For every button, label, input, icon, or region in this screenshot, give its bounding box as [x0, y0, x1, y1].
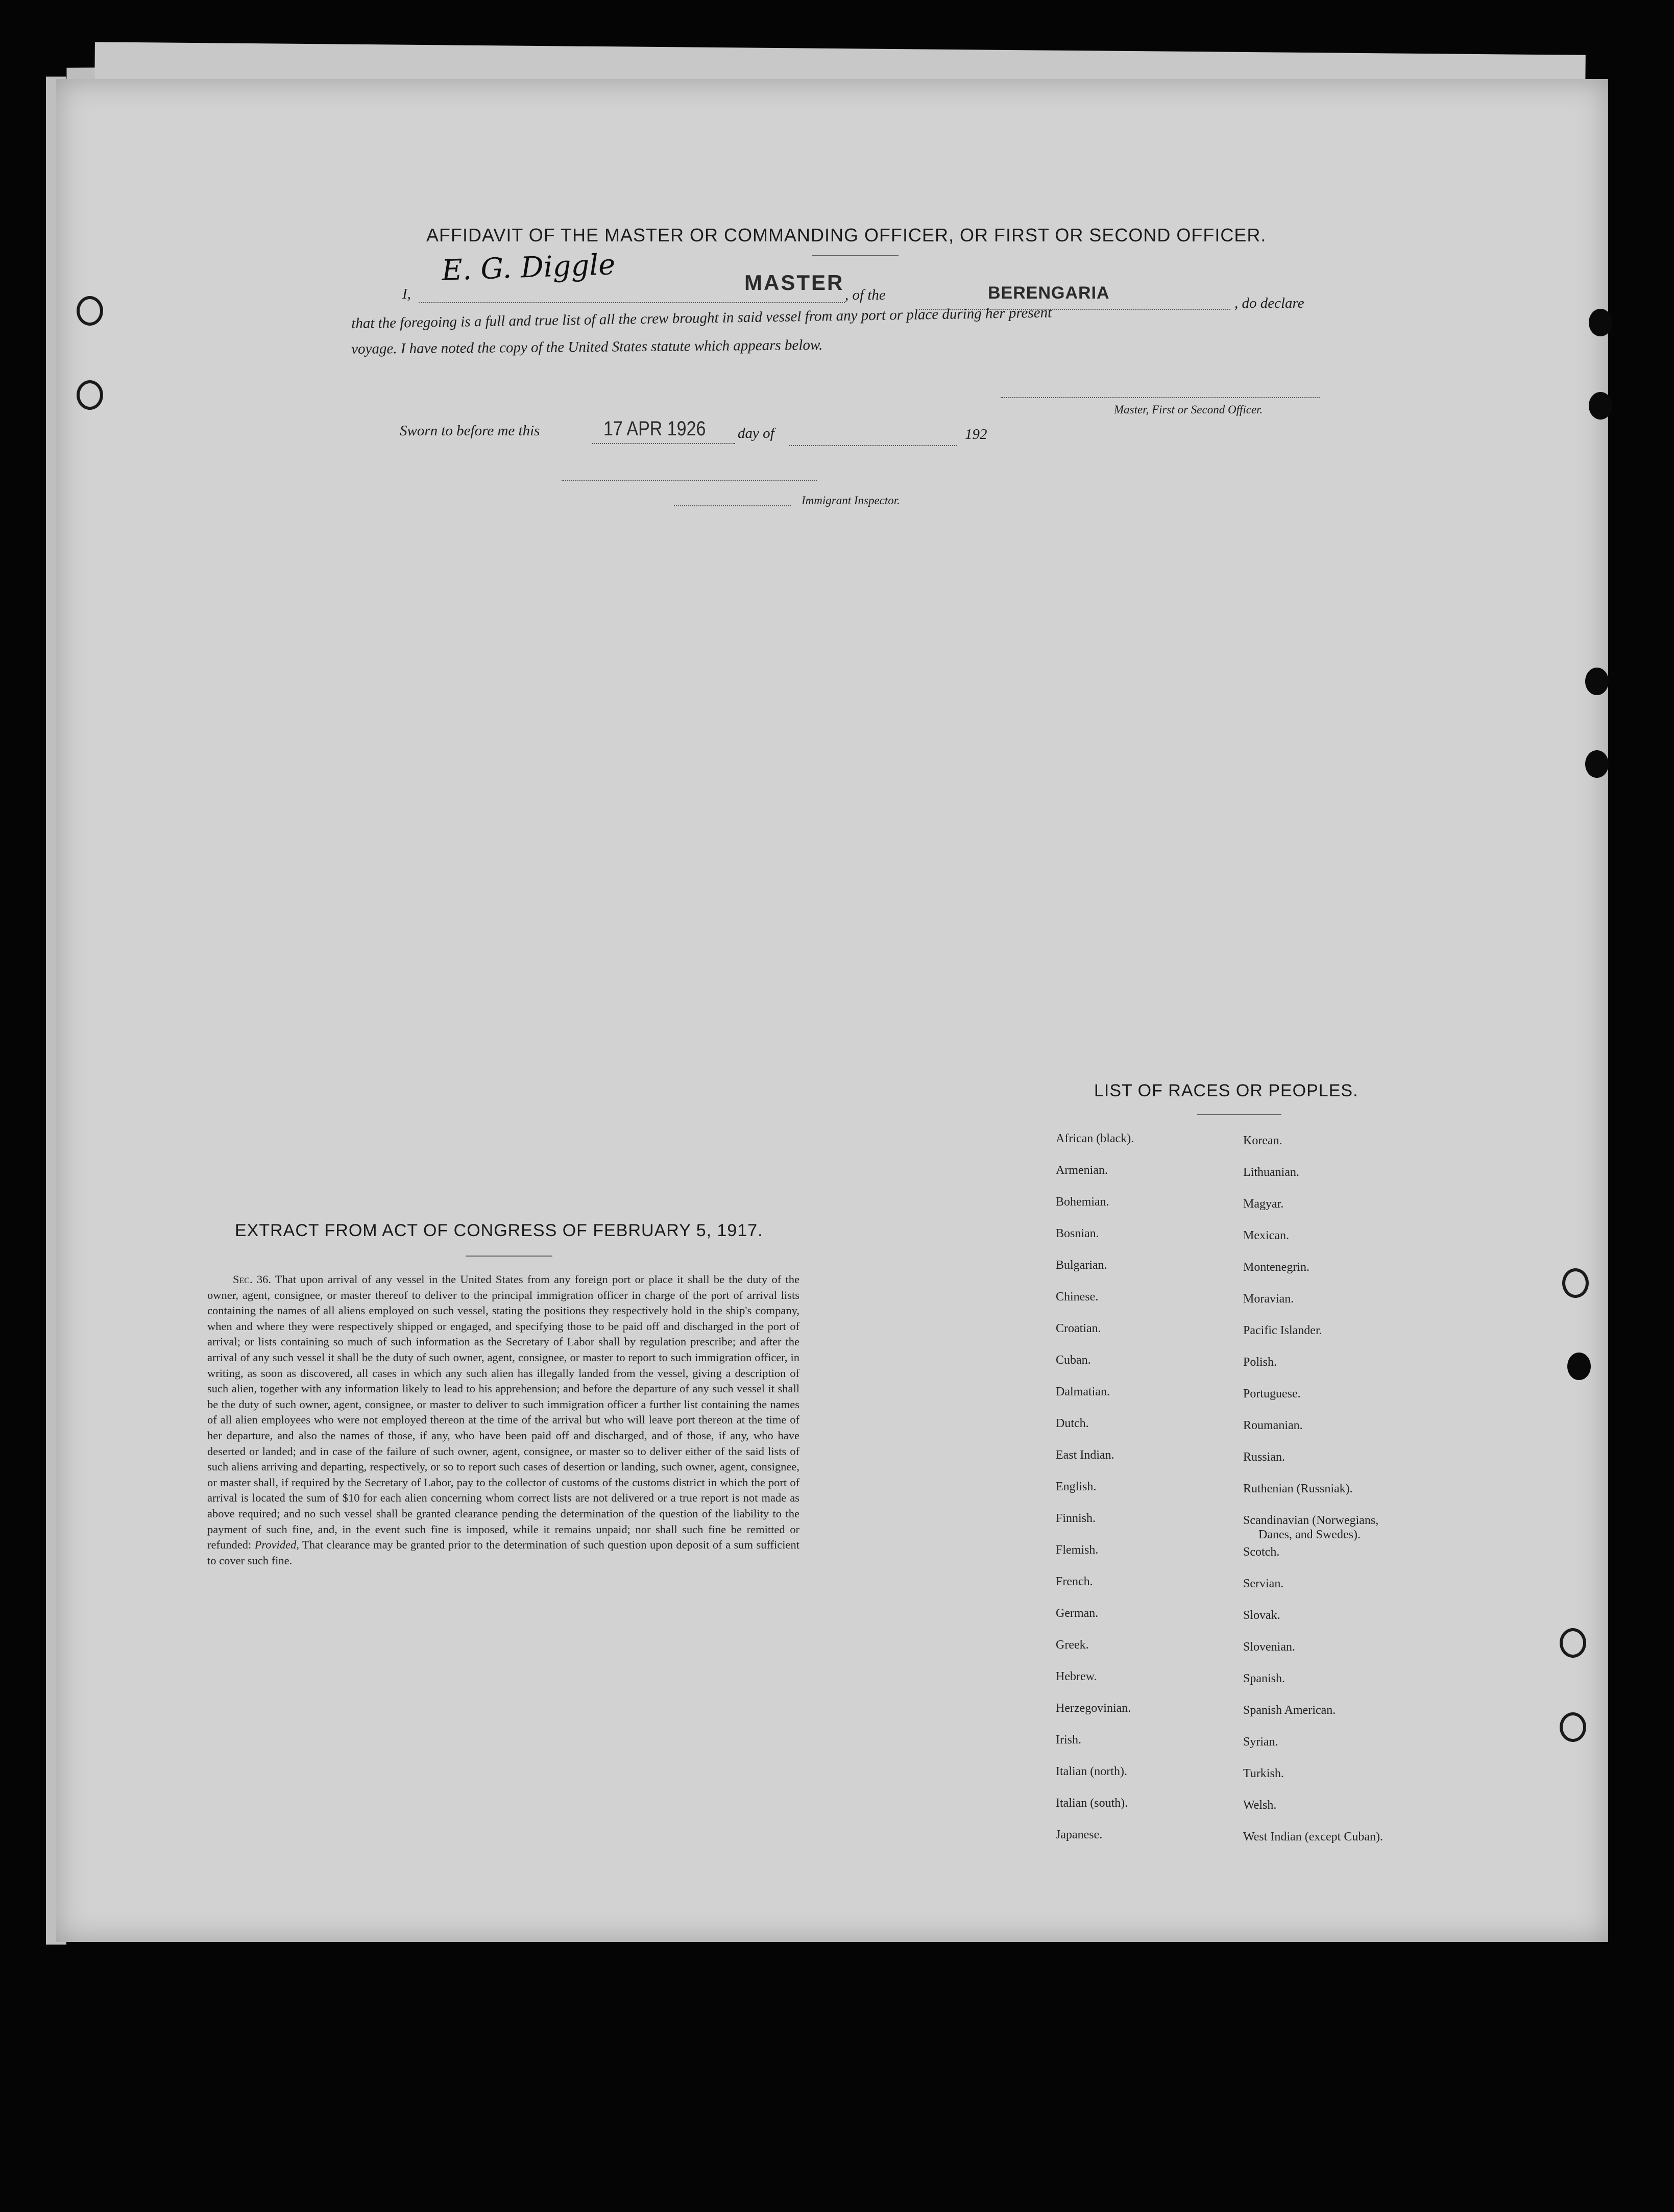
section-label: Sec. 36. — [233, 1273, 271, 1286]
punch-hole — [77, 380, 103, 410]
statute-text — [207, 1272, 799, 1568]
race-item: Dutch. — [1056, 1417, 1089, 1430]
race-item: Italian (south). — [1056, 1797, 1128, 1810]
affidavit-i-label: I, — [402, 286, 411, 302]
race-item: Italian (north). — [1056, 1765, 1127, 1778]
day-line — [592, 443, 735, 444]
race-item: Lithuanian. — [1243, 1166, 1299, 1179]
race-item: Polish. — [1243, 1356, 1277, 1369]
punch-hole — [1589, 309, 1612, 336]
inspector-line-upper — [562, 480, 817, 481]
date-stamp: 17 APR 1926 — [603, 417, 706, 440]
races-rule — [1197, 1114, 1281, 1115]
race-item: German. — [1056, 1607, 1099, 1620]
race-item: Bulgarian. — [1056, 1259, 1107, 1272]
race-item: Chinese. — [1056, 1290, 1099, 1304]
affidavit-title: AFFIDAVIT OF THE MASTER OR COMMANDING OFFICER, OR FIRST OR SECOND OFFICER. — [426, 225, 1267, 245]
race-item: Russian. — [1243, 1451, 1285, 1464]
sworn-label: Sworn to before me this — [400, 423, 540, 439]
punch-hole — [1560, 1628, 1586, 1658]
race-item: Portuguese. — [1243, 1387, 1301, 1400]
race-item: Slovenian. — [1243, 1640, 1295, 1654]
race-item: Danes, and Swedes). — [1258, 1528, 1361, 1541]
punch-hole — [77, 296, 103, 326]
race-item: Hebrew. — [1056, 1670, 1097, 1683]
punch-hole — [1567, 1353, 1591, 1380]
of-the-label: , of the — [845, 287, 886, 303]
name-line — [419, 302, 845, 303]
race-item: Welsh. — [1243, 1799, 1277, 1812]
day-of-label: day of — [738, 425, 774, 441]
rank-stamp: MASTER — [744, 271, 844, 294]
do-declare-label: , do declare — [1234, 295, 1304, 311]
inspector-caption: Immigrant Inspector. — [802, 494, 900, 507]
race-item: Armenian. — [1056, 1164, 1108, 1177]
race-item: French. — [1056, 1575, 1093, 1588]
race-item: Moravian. — [1243, 1292, 1294, 1306]
race-item: East Indian. — [1056, 1448, 1114, 1462]
officer-caption: Master, First or Second Officer. — [1114, 403, 1263, 416]
race-item: Cuban. — [1056, 1354, 1091, 1367]
race-item: Korean. — [1243, 1134, 1282, 1147]
race-item: Croatian. — [1056, 1322, 1101, 1335]
statute-body: That upon arrival of any vessel in the United States from any foreign port or place it shall be the duty of the owner, agent, consignee, or master thereof to deliver to the principal immigration officer in charge of the port of arrival lists containing the names of all aliens employed on such vessel, stating the positions they respectively hold in the ship's company, when and where they were respectively shipped or engaged, and specifying those to be paid off and discharged in the port of arrival; or lists containing so much of such information as the Secretary of Labor shall by regulation prescribe; and after the arrival of any such vessel it shall be the duty of such owner, agent, consignee, or master to report to such immigration officer, in writing, as soon as discovered, all cases in which any such alien has illegally landed from the vessel, giving a description of such alien, together with any information likely to lead to his apprehension; and before the departure of any such vessel it shall be the duty of such owner, agent, consignee, or master to deliver to such immigration officer a further list containing the names of all alien employees who were not employed thereon at the time of the arrival but who will leave port thereon at the time of her departure, and also the names of those, if any, who have been paid off and discharged, and of those, if any, who have deserted or landed; and in case of the failure of such owner, agent, consignee, or master so to deliver either of the said lists of such aliens arriving and departing, respectively, or so to report such cases of desertion or landing, such owner, agent, consignee, or master shall, if required by the Secretary of Labor, pay to the collector of customs of the customs district in which the port of arrival is located the sum of $10 for each alien concerning whom correct lists are not delivered or a true report is not made as above required; and no such vessel shall be granted clearance pending the determination of the question of the liability to the payment of such fine, and, in the event such fine is imposed, while it remains unpaid; nor shall such fine be remitted or refunded: — [207, 1273, 799, 1552]
declaration-line-1: that the foregoing is a full and true list of all the crew brought in said vessel from any port or place during her present — [351, 304, 1052, 332]
punch-hole — [1585, 668, 1609, 695]
race-item: Roumanian. — [1243, 1419, 1303, 1432]
year-prefix: 192 — [965, 426, 987, 443]
punch-hole — [1589, 392, 1612, 420]
race-item: Scandinavian (Norwegians, — [1243, 1514, 1379, 1527]
race-item: Pacific Islander. — [1243, 1324, 1322, 1337]
punch-hole — [1585, 750, 1609, 778]
race-item: Irish. — [1056, 1733, 1081, 1747]
race-item: Greek. — [1056, 1638, 1089, 1652]
race-item: Finnish. — [1056, 1512, 1096, 1525]
race-item: English. — [1056, 1480, 1097, 1493]
race-item: Dalmatian. — [1056, 1385, 1110, 1398]
race-item: West Indian (except Cuban). — [1243, 1830, 1383, 1844]
proviso-text: That clearance may be granted prior to the determination of such question upon deposit of a sum sufficient to cover such fine. — [207, 1538, 800, 1567]
race-item: Ruthenian (Russniak). — [1243, 1482, 1353, 1495]
month-line — [789, 445, 957, 446]
extract-title: EXTRACT FROM ACT OF CONGRESS OF FEBRUARY 5, 1917. — [235, 1221, 763, 1240]
officer-signature-line — [1001, 397, 1320, 398]
punch-hole — [1562, 1268, 1589, 1298]
race-item: Slovak. — [1243, 1609, 1280, 1622]
document-page — [56, 79, 1608, 1942]
race-item: Servian. — [1243, 1577, 1284, 1590]
race-item: Spanish American. — [1243, 1704, 1336, 1717]
vessel-stamp: BERENGARIA — [988, 283, 1110, 303]
race-item: Spanish. — [1243, 1672, 1285, 1685]
race-item: Flemish. — [1056, 1543, 1099, 1557]
race-item: Bosnian. — [1056, 1227, 1099, 1240]
declaration-line-2: voyage. I have noted the copy of the United States statute which appears below. — [351, 336, 823, 357]
race-item: Montenegrin. — [1243, 1261, 1309, 1274]
race-item: Magyar. — [1243, 1197, 1284, 1211]
races-title: LIST OF RACES OR PEOPLES. — [1094, 1081, 1358, 1100]
race-item: Mexican. — [1243, 1229, 1289, 1242]
race-item: Turkish. — [1243, 1767, 1284, 1780]
title-rule — [812, 255, 899, 256]
punch-hole — [1560, 1712, 1586, 1742]
race-item: Bohemian. — [1056, 1195, 1109, 1209]
master-signature: E. G. Diggle — [441, 248, 616, 287]
race-item: Japanese. — [1056, 1828, 1103, 1841]
race-item: Herzegovinian. — [1056, 1702, 1131, 1715]
race-item: African (black). — [1056, 1132, 1134, 1145]
race-item: Scotch. — [1243, 1545, 1280, 1559]
extract-rule — [466, 1256, 552, 1257]
inspector-line — [674, 505, 791, 506]
proviso-label: Provided, — [254, 1538, 299, 1552]
race-item: Syrian. — [1243, 1735, 1278, 1749]
